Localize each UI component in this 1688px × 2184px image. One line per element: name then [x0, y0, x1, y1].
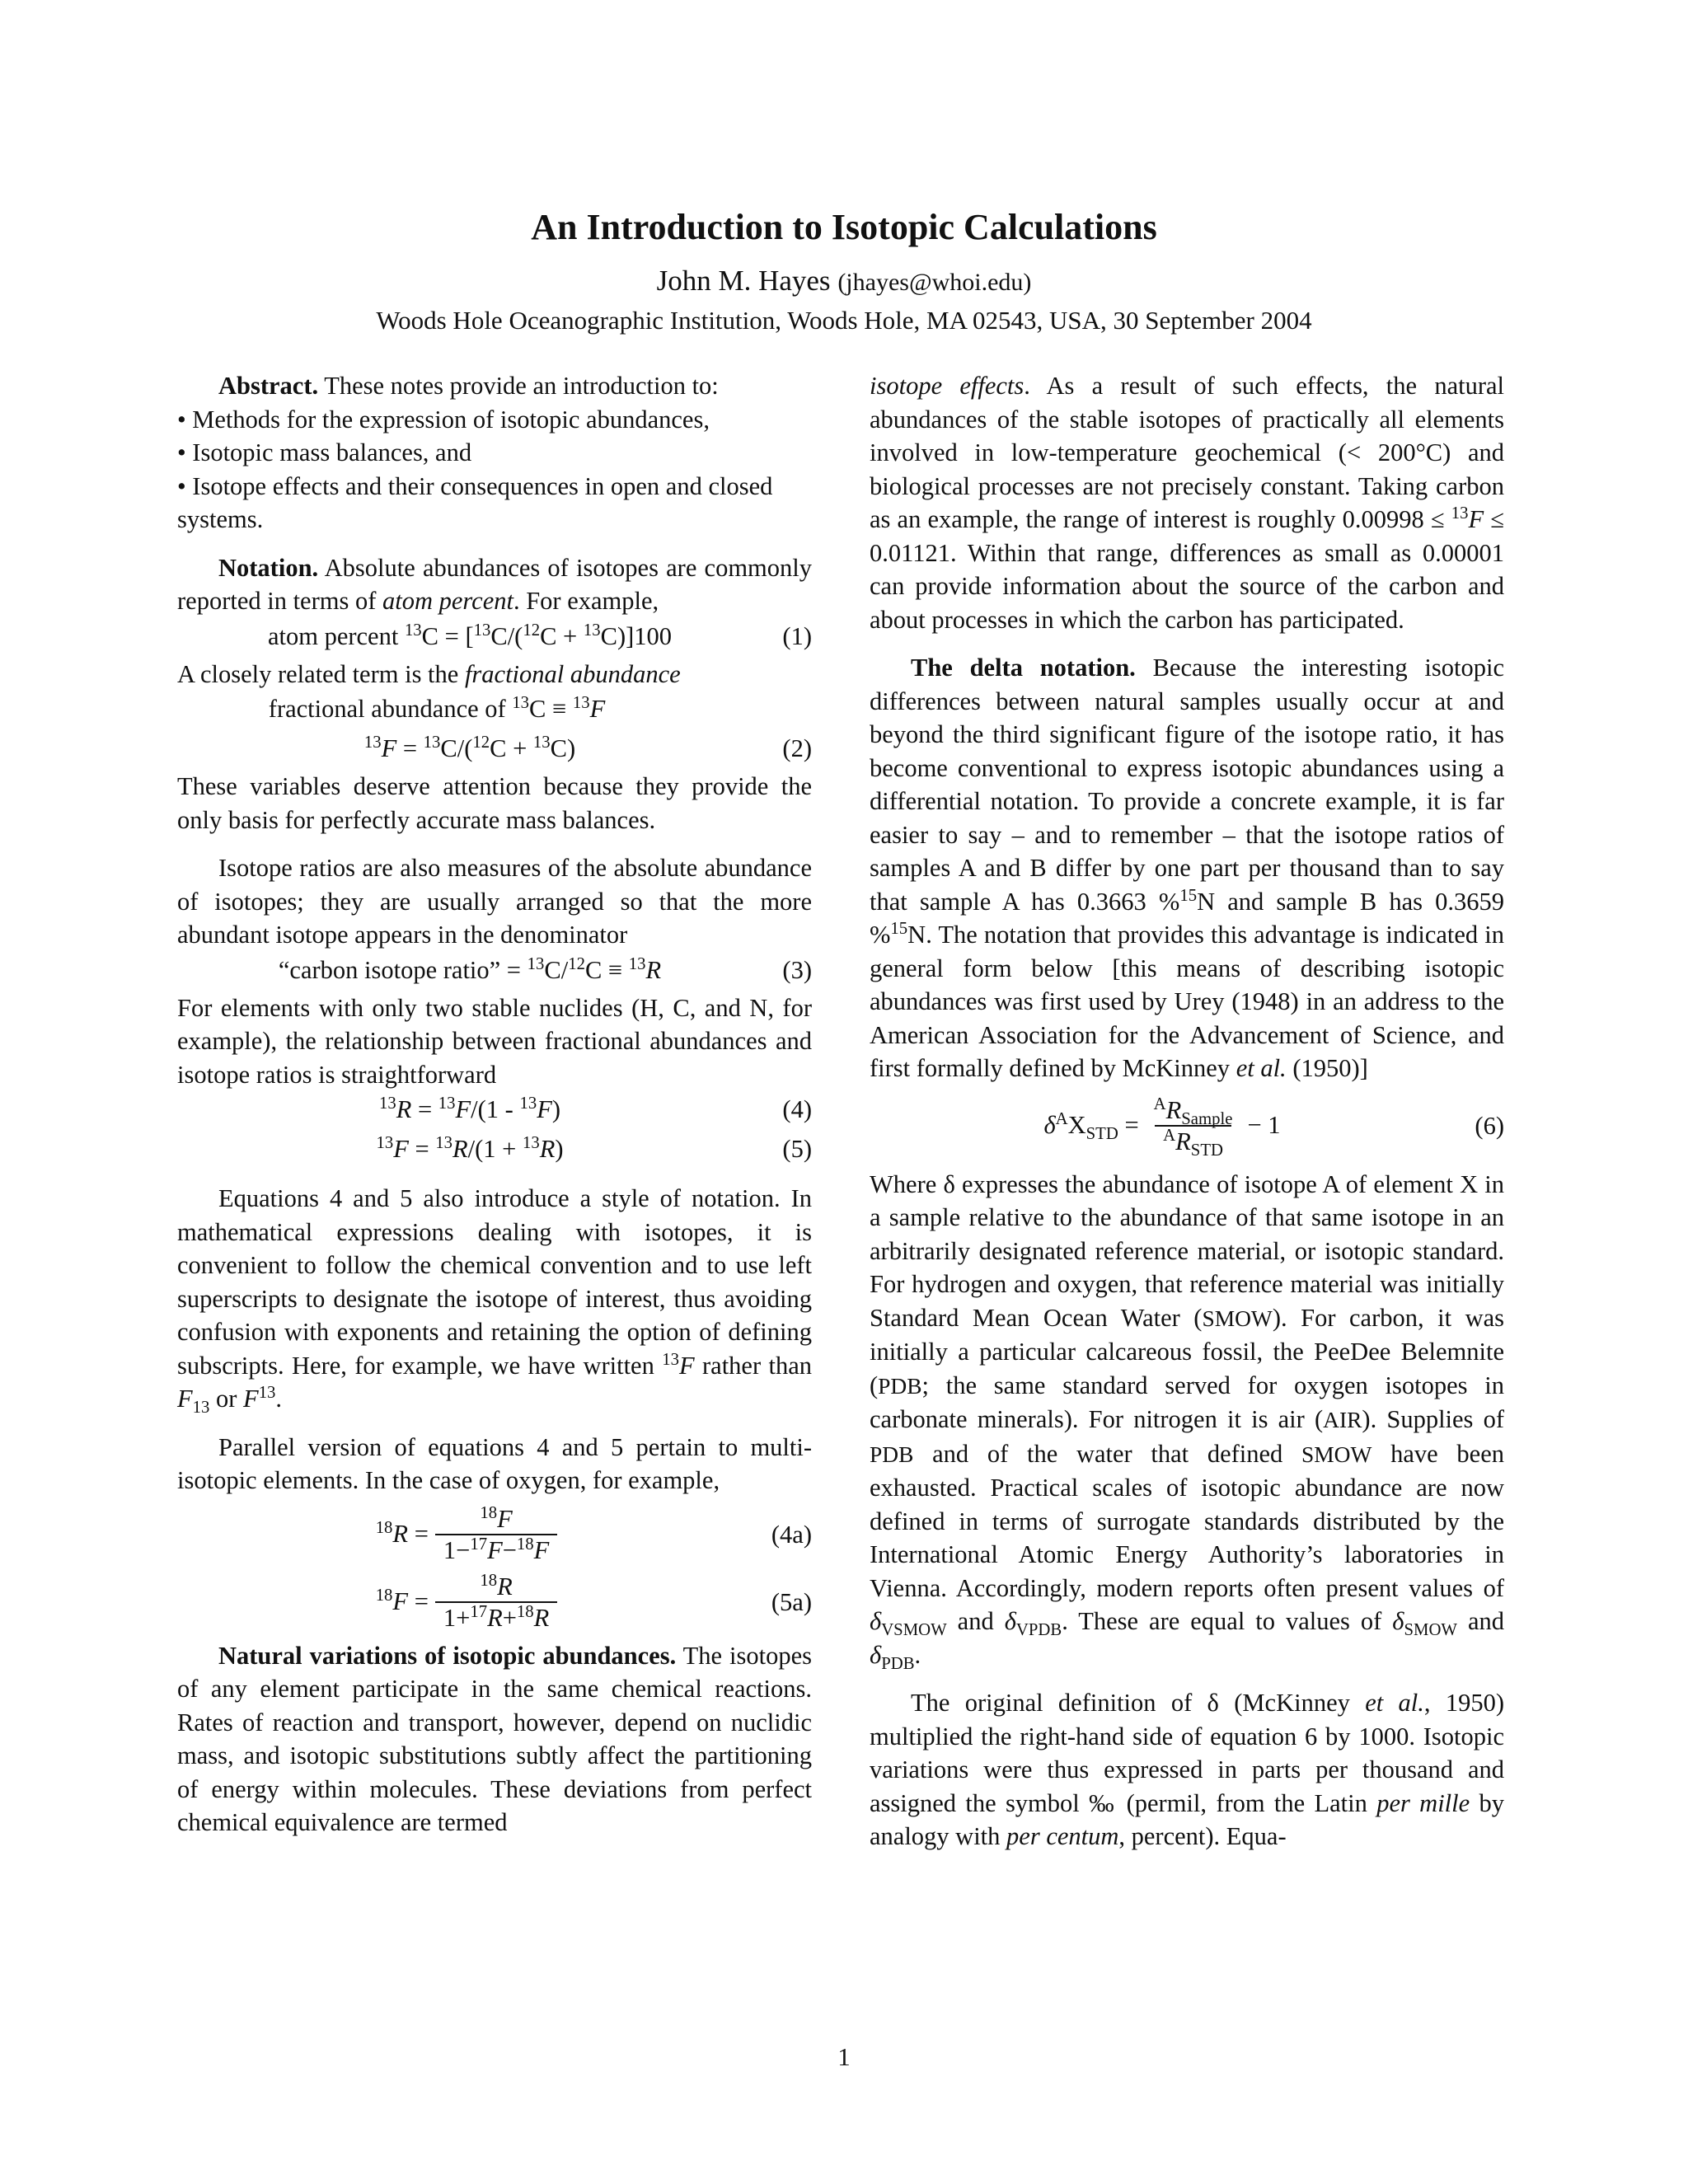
smow-label: SMOW: [1301, 1441, 1372, 1467]
delta-text: . The notation that provides this advantage is indicated in general form below [this means of describing isotopic abundances was first used by Urey (1948) in an address to the American Association for the Advancement of Science, and first formally defined by McKinney: [870, 921, 1504, 1082]
isotope-ratio-text: Isotope ratios are also measures of the absolute abundance of isotopes; they are usually arranged so that the more abundant isotope appears in the denominator: [177, 854, 812, 949]
author-line: [0, 264, 1688, 298]
et-al: et al.: [1236, 1054, 1287, 1082]
eq3-lhs: “carbon isotope ratio” =: [278, 955, 522, 984]
delta-text: Where δ expresses the abundance of isotope A of element X in a sample relative to the abundance of that same isotope in an arbitrarily designated reference material, or isotopic standard. For hydrogen and oxygen, that reference material was initially Standard Mean Ocean Water (: [870, 1169, 1504, 1332]
eq2-number: (2): [782, 734, 812, 762]
page-number: 1: [837, 2042, 851, 2071]
term-per-centum: per centum: [1006, 1822, 1119, 1850]
equation-4: $^{13}$R = $^{13}$F/(1 - $^{13}$F) (4): [177, 1091, 812, 1127]
pdb-label: PDB: [878, 1373, 922, 1399]
multi-isotopic-text: Parallel version of equations 4 and 5 pertain to multi-isotopic elements. In the case of oxygen, for example,: [177, 1432, 812, 1494]
abstract-heading: Abstract.: [218, 372, 319, 400]
fractional-abundance-text: [177, 658, 812, 691]
paper-title: An Introduction to Isotopic Calculations: [531, 207, 1157, 247]
right-column: [870, 369, 1504, 1868]
eq5-number: (5): [782, 1135, 812, 1163]
two-nuclide-text: For elements with only two stable nuclides (H, C, and N, for example), the relationship between fractional abundances and isotope ratios is straightforward: [177, 993, 812, 1089]
notation-text: Equations 4 and 5 also introduce a style of notation. In mathematical expressions dealing with isotopes, it is convenient to follow the chemical convention and to use left superscripts to designate the isotope of interest, thus avoiding confusion with exponents and retaining the option of defining subscripts. Here, for example, we have written: [177, 1184, 812, 1380]
original-definition-text: [870, 1686, 1504, 1854]
equation-2: $^{13}$F = $^{13}$C/($^{12}$C + $^{13}$C) (2): [177, 730, 812, 766]
equation-3: “carbon isotope ratio” = $^{13}$C/$^{12}$C ≡ $^{13}$R (3): [177, 952, 812, 988]
delta-text: . These are equal to values of: [1062, 1607, 1382, 1635]
natural-variations-paragraph: [177, 1639, 812, 1840]
left-column: [177, 369, 812, 1840]
eq1-number: (1): [782, 621, 812, 650]
delta-paragraph: The delta notation. Because the interesting isotopic differences between natural samples usually occur at and beyond the third significant figure of the isotope ratio, it has become conventional to express isotopic abundances using a differential notation. To provide a concrete example, it is far easier to say – and to remember – that the isotope ratios of samples A and B differ by one part per thousand than to say that sample A has 0.3663 %$^{15}$N and sample B has 0.3659 %$^{15}$N. The notation that provides this advantage is indicated in general form below [this means of describing isotopic abundances was first used by Urey (1948) in an address to the American Association for the Advancement of Science, and first formally defined by McKinney et al. (1950)]: [870, 654, 1505, 1082]
delta-text: and: [1467, 1607, 1505, 1635]
term-isotope-effects: isotope effects: [870, 372, 1025, 400]
natural-heading: Natural variations of isotopic abundances.: [218, 1641, 677, 1670]
delta-definition-text: Where δ expresses the abundance of isotope A of element X in a sample relative to the abundance of that same isotope in an arbitrarily designated reference material, or isotopic standard. For hydrogen and oxygen, that reference material was initially Standard Mean Ocean Water (SMOW). For carbon, it was initially a particular calcareous fossil, the PeeDee Belemnite (PDB; the same standard served for oxygen isotopes in carbonate minerals). For nitrogen it is air (AIR). Supplies of PDB and of the water that defined SMOW have been exhausted. Practical scales of isotopic abundance are now defined in terms of surrogate standards distributed by the International Atomic Energy Authority’s laboratories in Vienna. Accordingly, modern reports often present values of $\delta_{VSMOW}$ and $\delta_{VPDB}$. These are equal to values of $\delta_{SMOW}$ and $\delta_{PDB}$.: [870, 1169, 1505, 1673]
equation-5: $^{13}$F = $^{13}$R/(1 + $^{13}$R) (5): [177, 1131, 812, 1167]
abstract-bullet-1: • Methods for the expression of isotopic abundances,: [177, 405, 710, 434]
eq1-lhs: atom percent: [267, 621, 399, 650]
notation-paragraph: [177, 551, 812, 618]
delta-text: and: [957, 1607, 994, 1635]
delta-text: , percent). Equa-: [1118, 1822, 1287, 1850]
isotope-effects-text: isotope effects. As a result of such effects, the natural abundances of the stable isotopes of practically all elements involved in low-temperature geochemical (< 200°C) and biological processes are not precisely constant. Taking carbon as an example, the range of interest is roughly 0.00998 ≤ $^{13}$F ≤ 0.01121. Within that range, differences as small as 0.00001 can provide information about the source of the carbon and about processes in which the carbon has participated.: [870, 372, 1505, 634]
eq4a-number: (4a): [771, 1520, 812, 1549]
delta-text: Because the interesting isotopic differences between natural samples usually occur at and beyond the third significant figure of the isotope ratio, it has become conventional to express isotopic abundances using a differential notation. To provide a concrete example, it is far easier to say – and to remember – that the isotope ratios of samples A and B differ by one part per thousand than to say that sample A has 0.3663 %: [870, 654, 1505, 916]
delta-text: The original definition of δ (McKinney: [911, 1689, 1350, 1717]
equation-frac-def: fractional abundance of $^{13}$C ≡ $^{13}$F: [268, 693, 606, 723]
eq-frac-def-lhs: fractional abundance of: [268, 695, 506, 723]
delta-text: (1950)]: [1292, 1054, 1368, 1082]
equation-1: atom percent $^{13}$C = [$^{13}$C/($^{12}$C + $^{13}$C)]100 (1): [177, 618, 812, 654]
et-al: et al.: [1365, 1689, 1424, 1717]
affiliation: Woods Hole Oceanographic Institution, Woods Hole, MA 02543, USA, 30 September 2004: [376, 306, 1312, 335]
notation-style-text: Equations 4 and 5 also introduce a style of notation. In mathematical expressions dealing with isotopes, it is convenient to follow the chemical convention and to use left superscripts to designate the isotope of interest, thus avoiding confusion with exponents and retaining the option of defining subscripts. Here, for example, we have written $^{13}$F rather than $F_{13}$ or $F^{13}$.: [177, 1184, 813, 1418]
pdb-label: PDB: [870, 1441, 914, 1467]
term-per-mille: per mille: [1376, 1788, 1470, 1817]
eq3-number: (3): [782, 955, 812, 984]
notation-text: . For example,: [513, 587, 659, 615]
eq6-number: (6): [1475, 1111, 1504, 1140]
air-label: AIR: [1323, 1408, 1362, 1432]
notation-text: rather than: [702, 1351, 813, 1380]
term-fractional-abundance: fractional abundance: [464, 659, 681, 688]
delta-text: and of the water that defined: [932, 1439, 1283, 1468]
delta-text: have been exhausted. Practical scales of isotopic abundance are now defined in terms of surrogate standards distributed by the International Atomic Energy Authority’s laboratories in Vienna. Accordingly, modern reports often present values of: [870, 1439, 1504, 1602]
delta-text: ). For carbon, it was initially a particular calcareous fossil, the PeeDee Belemnite (: [870, 1303, 1505, 1399]
equation-5a: $^{18}$F = $\frac{^{18}R}{1+^{17}R+^{18}R}$ (5a): [375, 1571, 812, 1632]
abstract-paragraph: [177, 369, 812, 403]
abstract-bullet-3: • Isotope effects and their consequences in open and closed systems.: [177, 471, 773, 533]
eq4-number: (4): [782, 1095, 812, 1123]
notation-heading: Notation.: [218, 553, 319, 582]
equation-4a: $^{18}$R = $\frac{^{18}F}{1-^{17}F-^{18}F}$ (4a): [375, 1503, 812, 1564]
author-name: John M. Hayes: [656, 265, 831, 297]
delta-text: by analogy with: [870, 1788, 1504, 1850]
abstract-bullet-2: • Isotopic mass balances, and: [177, 438, 472, 466]
delta-text: , 1950) multiplied the right-hand side of equation 6 by 1000. Isotopic variations were thus expressed in parts per thousand and assigned the symbol ‰ (permil, from the Latin: [870, 1689, 1504, 1817]
notation-text: or: [216, 1385, 237, 1413]
abstract-intro: These notes provide an introduction to:: [324, 372, 719, 400]
notation-text: Absolute abundances of isotopes are commonly reported in terms of: [177, 553, 812, 615]
delta-heading: The delta notation.: [911, 654, 1136, 682]
equation-6: $\delta^AX_{STD}$ = $\frac{^AR_{Sample}}{^AR_{STD}}$ − 1 (6): [1043, 1094, 1504, 1160]
delta-text: ). Supplies of: [1362, 1405, 1504, 1433]
natural-text: The isotopes of any element participate in the same chemical reactions. Rates of reaction and transport, however, depend on nuclidic mass, and isotopic substitutions subtly affect the partitioning of energy within molecules. These deviations from perfect chemical equivalence are termed: [177, 1641, 812, 1836]
mass-balance-text: These variables deserve attention because they provide the only basis for perfectly accurate mass balances.: [177, 772, 812, 834]
natural-text: ≤ 0.01121. Within that range, differences as small as 0.00001 can provide information about the source of the carbon and about processes in which the carbon has participated.: [870, 505, 1505, 634]
eq5a-number: (5a): [771, 1587, 812, 1616]
author-email[interactable]: (jhayes@whoi.edu): [837, 269, 1032, 296]
smow-label: SMOW: [1202, 1305, 1273, 1331]
natural-text: . As a result of such effects, the natural abundances of the stable isotopes of practically all elements involved in low-temperature geochemical (< 200°C) and biological processes are not precisely constant. Taking carbon as an example, the range of interest is roughly 0.00998 ≤: [870, 372, 1504, 533]
notation-text: A closely related term is the: [177, 659, 459, 688]
term-atom-percent: atom percent: [382, 587, 513, 615]
delta-text: and sample B has 0.3659 %: [870, 887, 1504, 949]
delta-text: ; the same standard served for oxygen isotopes in carbonate minerals). For nitrogen it is air (: [870, 1371, 1504, 1433]
